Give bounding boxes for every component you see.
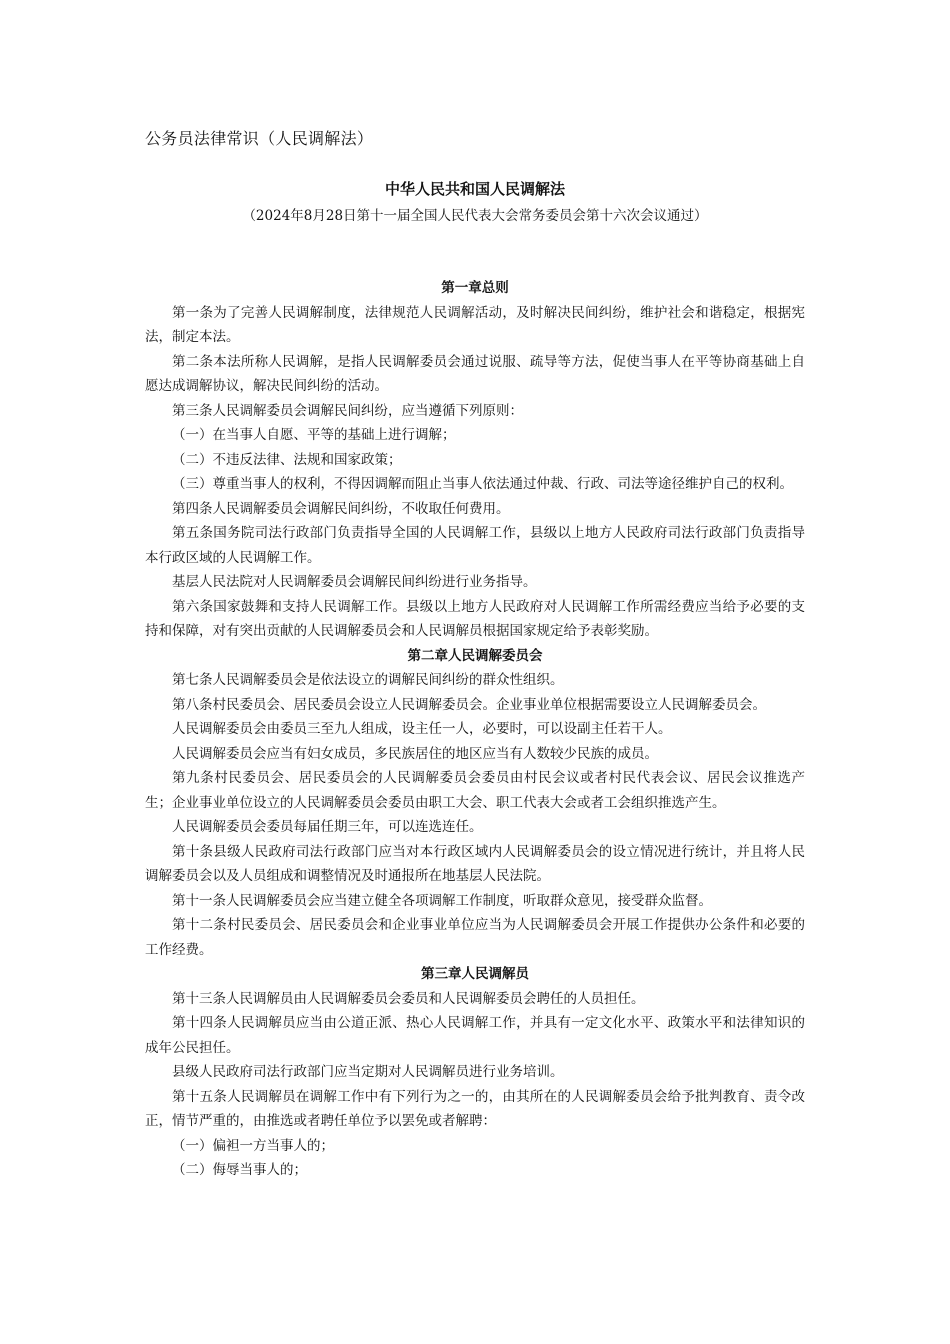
article-paragraph: 第二条本法所称人民调解，是指人民调解委员会通过说服、疏导等方法，促使当事人在平等协商基础上自愿达成调解协议，解决民间纠纷的活动。 (145, 353, 805, 394)
article-paragraph: 第十三条人民调解员由人民调解委员会委员和人民调解委员会聘任的人员担任。 (172, 990, 645, 1007)
law-title: 中华人民共和国人民调解法 (384, 180, 565, 198)
article-paragraph: 第一条为了完善人民调解制度，法律规范人民调解活动，及时解决民间纠纷，维护社会和谐稳定，根据宪法，制定本法。 (145, 304, 805, 345)
article-item: （三）尊重当事人的权利，不得因调解而阻止当事人依法通过仲裁、行政、司法等途径维护自己的权利。 (172, 476, 793, 492)
chapter-heading: 第一章总则 (441, 280, 509, 296)
article-item: （一）偏袒一方当事人的； (172, 1137, 334, 1154)
article-item: （二）侮辱当事人的； (172, 1162, 307, 1178)
article-paragraph: 第十五条人民调解员在调解工作中有下列行为之一的，由其所在的人民调解委员会给予批判教育、责令改正，情节严重的，由推选或者聘任单位予以罢免或者解聘： (145, 1088, 805, 1129)
article-paragraph: 第七条人民调解委员会是依法设立的调解民间纠纷的群众性组织。 (172, 672, 564, 688)
article-paragraph: 第十四条人民调解员应当由公道正派、热心人民调解工作，并具有一定文化水平、政策水平和法律知识的成年公民担任。 (145, 1015, 805, 1056)
law-subtitle: （2024年8月28日第十一届全国人民代表大会常务委员会第十六次会议通过） (242, 208, 708, 224)
chapter-heading: 第三章人民调解员 (421, 966, 529, 982)
article-paragraph: 第六条国家鼓舞和支持人民调解工作。县级以上地方人民政府对人民调解工作所需经费应当给予必要的支持和保障，对有突出贡献的人民调解委员会和人民调解员根据国家规定给予表彰奖励。 (145, 598, 805, 639)
article-item: （一）在当事人自愿、平等的基础上进行调解； (172, 427, 456, 443)
article-paragraph: 第九条村民委员会、居民委员会的人民调解委员会委员由村民会议或者村民代表会议、居民会议推选产生；企业事业单位设立的人民调解委员会委员由职工大会、职工代表大会或者工会组织推选产生。 (145, 770, 805, 811)
chapter-heading: 第二章人民调解委员会 (407, 647, 543, 664)
article-paragraph: 人民调解委员会由委员三至九人组成，设主任一人，必要时，可以设副主任若干人。 (172, 721, 672, 737)
article-paragraph: 第十一条人民调解委员会应当建立健全各项调解工作制度，听取群众意见，接受群众监督。 (172, 892, 712, 909)
article-paragraph: 第八条村民委员会、居民委员会设立人民调解委员会。企业事业单位根据需要设立人民调解委员会。 (172, 696, 766, 713)
article-item: （二）不违反法律、法规和国家政策； (172, 451, 402, 468)
law-body (145, 276, 805, 1183)
article-paragraph: 县级人民政府司法行政部门应当定期对人民调解员进行业务培训。 (172, 1064, 564, 1080)
article-paragraph: 第五条国务院司法行政部门负责指导全国的人民调解工作，县级以上地方人民政府司法行政部门负责指导本行政区域的人民调解工作。 (145, 525, 805, 566)
article-paragraph: 第三条人民调解委员会调解民间纠纷，应当遵循下列原则： (172, 402, 523, 419)
document-header: 公务员法律常识（人民调解法） (145, 129, 374, 148)
article-paragraph: 人民调解委员会委员每届任期三年，可以连选连任。 (172, 819, 483, 835)
article-paragraph: 基层人民法院对人民调解委员会调解民间纠纷进行业务指导。 (172, 574, 537, 590)
article-paragraph: 第四条人民调解委员会调解民间纠纷，不收取任何费用。 (172, 500, 510, 517)
article-paragraph: 第十条县级人民政府司法行政部门应当对本行政区域内人民调解委员会的设立情况进行统计，并且将人民调解委员会以及人员组成和调整情况及时通报所在地基层人民法院。 (145, 843, 805, 884)
article-paragraph: 第十二条村民委员会、居民委员会和企业事业单位应当为人民调解委员会开展工作提供办公条件和必要的工作经费。 (145, 917, 805, 958)
article-paragraph: 人民调解委员会应当有妇女成员，多民族居住的地区应当有人数较少民族的成员。 (172, 745, 658, 762)
